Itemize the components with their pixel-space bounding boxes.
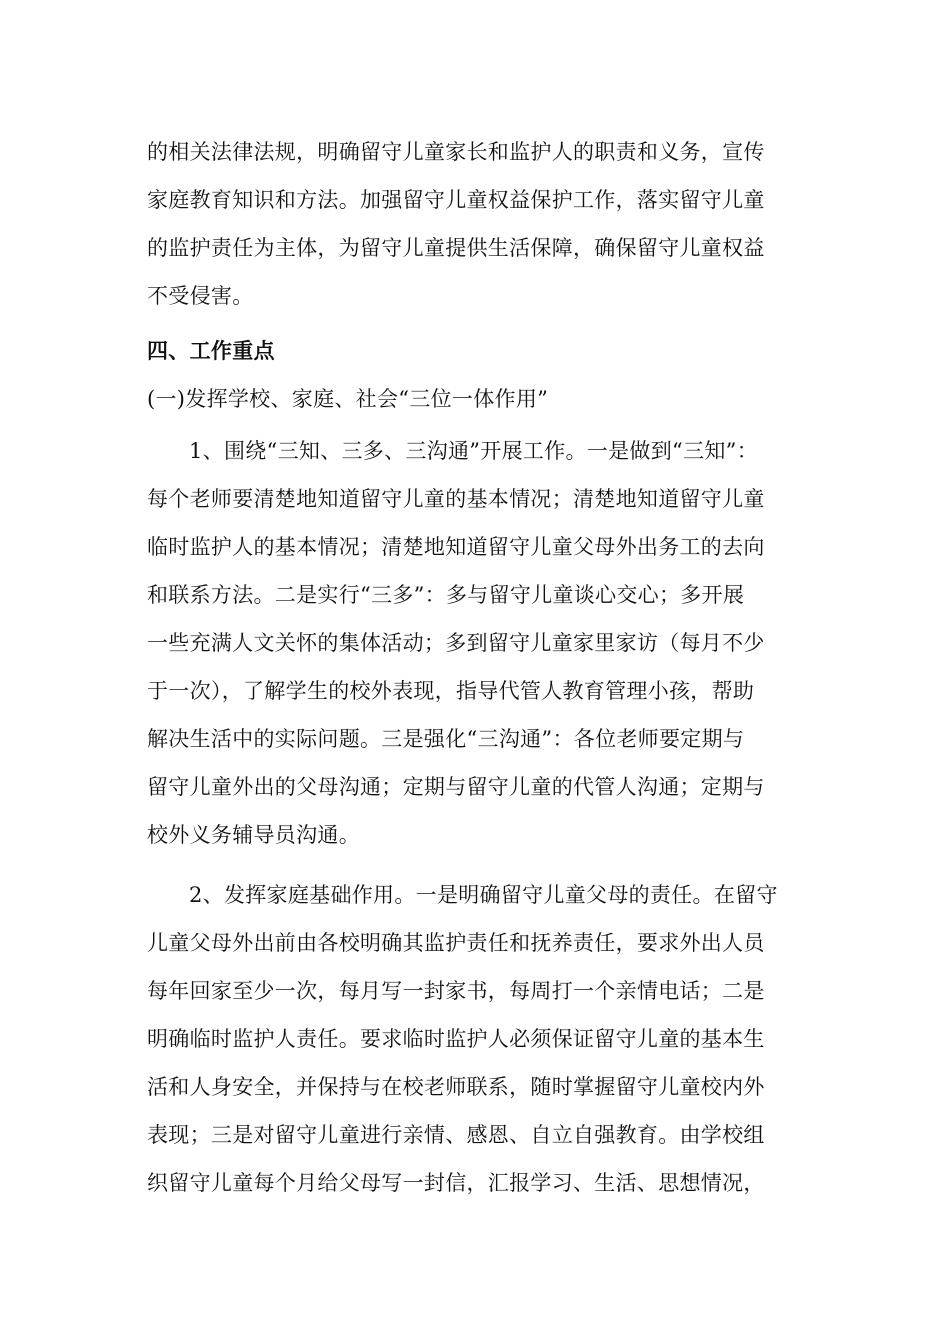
para3-line-3: 每年回家至少一次，每月写一封家书，每周打一个亲情电话；二是	[147, 979, 765, 1003]
para1-line-1: 的相关法律法规，明确留守儿童家长和监护人的职责和义务，宣传	[147, 140, 765, 164]
para3-line-2: 儿童父母外出前由各校明确其监护责任和抚养责任，要求外出人员	[147, 931, 765, 955]
para2-line-6: 于一次），了解学生的校外表现，指导代管人教育管理小孩，帮助	[147, 679, 755, 703]
para3-line-7: 织留守儿童每个月给父母写一封信，汇报学习、生活、思想情况，	[147, 1171, 765, 1195]
para1-line-2: 家庭教育知识和方法。加强留守儿童权益保护工作，落实留守儿童	[147, 188, 765, 212]
para2-line-4: 和联系方法。二是实行“三多”：多与留守儿童谈心交心；多开展	[147, 583, 745, 607]
para2-line-8: 留守儿童外出的父母沟通；定期与留守儿童的代管人沟通；定期与	[147, 775, 765, 799]
subheading: (一)发挥学校、家庭、社会“三位一体作用”	[147, 387, 549, 411]
para2-line-7: 解决生活中的实际问题。三是强化“三沟通”：各位老师要定期与	[147, 727, 745, 751]
para1-line-4: 不受侵害。	[147, 284, 254, 308]
para3-line-6: 表现；三是对留守儿童进行亲情、感恩、自立自强教育。由学校组	[147, 1123, 765, 1147]
para2-line-2: 每个老师要清楚地知道留守儿童的基本情况；清楚地知道留守儿童	[147, 487, 765, 511]
para1-line-3: 的监护责任为主体，为留守儿童提供生活保障，确保留守儿童权益	[147, 236, 765, 260]
para2-line-9: 校外义务辅导员沟通。	[147, 823, 360, 847]
para3-line-5: 活和人身安全，并保持与在校老师联系，随时掌握留守儿童校内外	[147, 1075, 765, 1099]
para2-line-1: 1、围绕“三知、三多、三沟通”开展工作。一是做到“三知”：	[189, 439, 759, 463]
para2-line-5: 一些充满人文关怀的集体活动；多到留守儿童家里家访（每月不少	[147, 631, 765, 655]
para2-line-3: 临时监护人的基本情况；清楚地知道留守儿童父母外出务工的去向	[147, 535, 765, 559]
para3-line-1: 2、发挥家庭基础作用。一是明确留守儿童父母的责任。在留守	[189, 883, 778, 907]
para3-line-4: 明确临时监护人责任。要求临时监护人必须保证留守儿童的基本生	[147, 1027, 765, 1051]
section-heading: 四、工作重点	[147, 338, 275, 363]
